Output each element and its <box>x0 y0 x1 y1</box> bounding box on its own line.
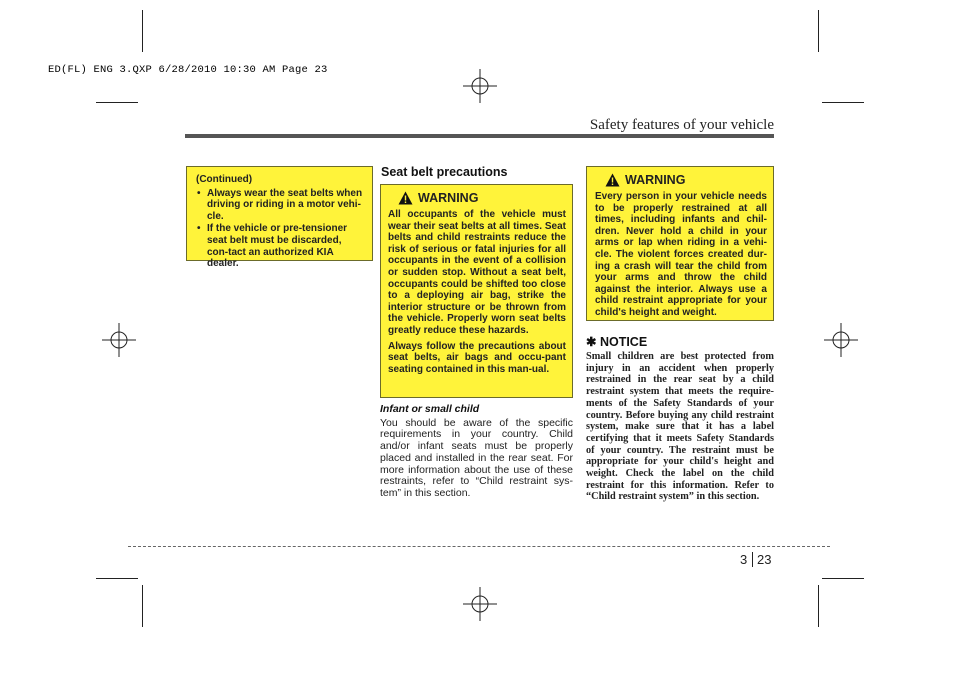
warning-header <box>398 191 566 205</box>
section-title: Safety features of your vehicle <box>589 117 774 133</box>
continued-warning-box <box>186 166 373 270</box>
warning-box-children <box>586 166 774 321</box>
infant-body: You should be aware of the specific requirements in your country. Child and/or infant seats must be properly placed and installed in the rear seat. For more information about the use of these restraints, refer to “Child restraint sys-tem” in this section. <box>380 416 573 499</box>
infant-section <box>380 404 573 500</box>
registration-mark-icon <box>463 69 497 103</box>
bullet-list <box>196 188 364 270</box>
crop-mark <box>96 578 138 579</box>
warning-paragraph: Every person in your vehicle needs to be properly restrained at all times, including infants and chil-dren. Never hold a child in your arms or lap when riding in a vehi-cle. The violent forces created dur-ing a crash will tear the child from your arms and throw the child against the interior. Always use a child restraint appropriate for your child's height and weight. <box>595 191 767 318</box>
crop-mark <box>142 10 143 52</box>
bullet-item: • Always wear the seat belts when driving or riding in a motor vehi-cle. <box>196 188 364 223</box>
registration-mark-icon <box>102 323 136 357</box>
crop-mark <box>96 102 138 103</box>
crop-mark <box>142 585 143 627</box>
chapter-number: 3 <box>740 552 748 567</box>
header-rule <box>185 134 774 138</box>
notice-title: ✱ NOTICE <box>586 335 648 349</box>
warning-title: WARNING <box>418 191 479 205</box>
registration-mark-icon <box>824 323 858 357</box>
footer-rule <box>128 546 830 547</box>
print-slug: ED(FL) ENG 3.QXP 6/28/2010 10:30 AM Page 23 <box>48 64 328 76</box>
page-number-divider <box>752 552 753 567</box>
warning-box-occupants <box>380 184 573 398</box>
warning-header <box>605 173 767 187</box>
warning-paragraph: Always follow the precautions about seat belts, air bags and occu-pant seating contained in this man-ual. <box>388 340 566 375</box>
warning-title: WARNING <box>625 173 686 187</box>
warning-triangle-icon <box>398 191 413 205</box>
infant-subheading: Infant or small child <box>380 403 480 415</box>
warning-triangle-icon <box>605 173 620 187</box>
crop-mark <box>822 102 864 103</box>
seat-belt-heading: Seat belt precautions <box>381 165 508 179</box>
continued-label: (Continued) <box>196 174 253 185</box>
warning-paragraph: All occupants of the vehicle must wear their seat belts at all times. Seat belts and child restraints reduce the risk of serious or fatal injuries for all occupants in the event of a collision or sudden stop. Without a seat belt, occupants could be shifted too close to a deploying air bag, strike the interior structure or be thrown from the vehicle. Properly worn seat belts greatly reduce these hazards. <box>388 209 566 336</box>
crop-mark <box>818 10 819 52</box>
registration-mark-icon <box>463 587 497 621</box>
notice-section <box>586 334 774 503</box>
crop-mark <box>822 578 864 579</box>
page-number: 23 <box>757 552 772 567</box>
bullet-item: • If the vehicle or pre-tensioner seat belt must be discarded, con-tact an authorized KIA dealer. <box>196 223 364 269</box>
crop-mark <box>818 585 819 627</box>
notice-body: Small children are best protected from injury in an accident when properly restrained in the rear seat by a child restraint system that meets the require-ments of the Safety Standards of your country. Before buying any child restraint system, make sure that it has a label certifying that it meets Safety Standards of your country. The restraint must be appropriate for your child's height and weight. Check the label on the child restraint for this information. Refer to “Child restraint system” in this section. <box>586 351 774 503</box>
